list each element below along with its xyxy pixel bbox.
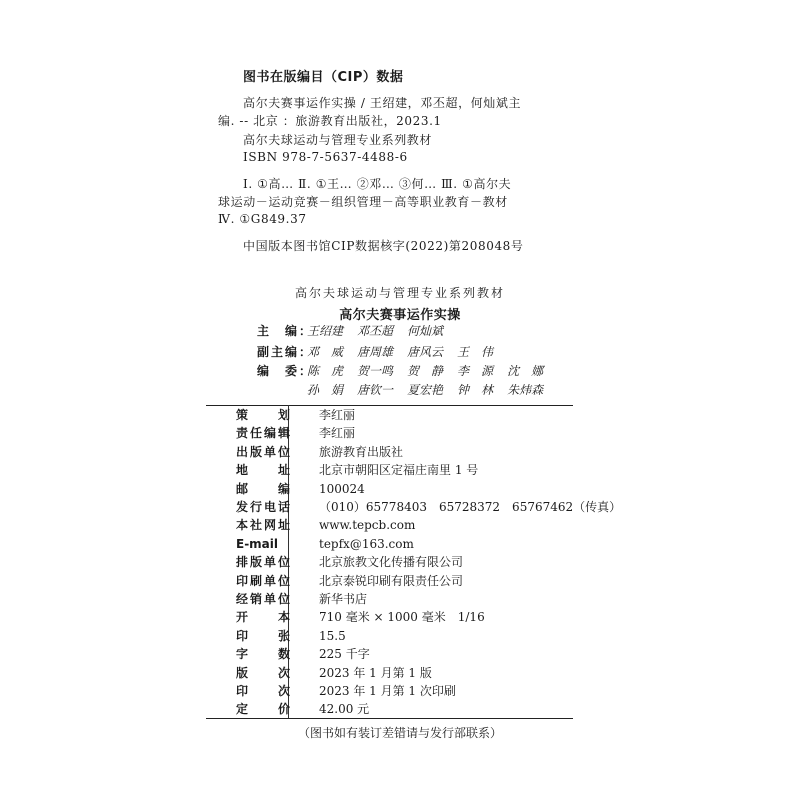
cip-title: 图书在版编目（CIP）数据 xyxy=(243,70,404,85)
editor-name: 王 伟 xyxy=(457,345,494,359)
editor-name: 朱炜森 xyxy=(507,383,544,397)
table-value: www.tepcb.com xyxy=(319,518,416,533)
cip-line-isbn: ISBN 978-7-5637-4488-6 xyxy=(243,150,408,164)
table-label: 字数 xyxy=(236,647,290,662)
table-label: 地址 xyxy=(236,463,290,478)
table-value: 100024 xyxy=(319,481,365,496)
table-label: 印刷单位 xyxy=(236,573,290,588)
footer-note: （图书如有装订差错请与发行部联系） xyxy=(297,726,502,740)
table-row xyxy=(206,590,573,609)
table-row xyxy=(206,682,573,701)
cip-line-title-authors: 高尔夫赛事运作实操 / 王绍建，邓丕超，何灿斌主 xyxy=(243,96,522,110)
table-value: 北京泰锐印刷有限责任公司 xyxy=(319,573,464,588)
table-label: 责任编辑 xyxy=(236,426,290,441)
table-value: 新华书店 xyxy=(319,592,368,606)
table-value: （010）65778403 65728372 65767462（传真） xyxy=(319,500,622,514)
table-row xyxy=(206,461,573,480)
table-value: tepfx@163.com xyxy=(319,536,414,551)
table-row xyxy=(206,700,573,719)
table-row xyxy=(206,480,573,499)
table-label: 本社网址 xyxy=(236,518,290,533)
table-label: 经销单位 xyxy=(236,592,290,606)
table-row xyxy=(206,535,573,554)
role-names-chief-editor xyxy=(307,322,457,339)
role-label-chief-editor: 主 编： xyxy=(257,324,314,338)
table-row xyxy=(206,572,573,591)
table-row xyxy=(206,664,573,683)
table-value: 李红丽 xyxy=(319,408,356,422)
role-label-deputy-editor: 副主编： xyxy=(257,345,314,359)
role-names-committee-2 xyxy=(307,381,557,398)
table-value: 2023 年 1 月第 1 版 xyxy=(319,665,432,680)
editor-name: 孙 娟 xyxy=(307,383,344,397)
editor-name: 唐风云 xyxy=(407,345,444,359)
table-label: 开本 xyxy=(236,610,290,625)
editor-name: 贺一鸣 xyxy=(357,364,394,378)
editor-name: 唐钦一 xyxy=(357,383,394,397)
table-row xyxy=(206,406,573,425)
table-label: 发行电话 xyxy=(236,500,290,514)
cip-line-classification-2: 球运动－运动竞赛－组织管理－高等职业教育－教材 xyxy=(218,195,508,209)
table-row xyxy=(206,516,573,535)
role-label-committee: 编 委： xyxy=(257,364,314,378)
table-row xyxy=(206,645,573,664)
cip-line-classification-1: Ⅰ. ①高… Ⅱ. ①王… ②邓… ③何… Ⅲ. ①高尔夫 xyxy=(243,177,512,191)
table-row xyxy=(206,627,573,646)
editor-name: 何灿斌 xyxy=(407,324,444,338)
table-label: 定价 xyxy=(236,702,290,717)
book-title: 高尔夫赛事运作实操 xyxy=(339,308,461,323)
series-title: 高尔夫球运动与管理专业系列教材 xyxy=(294,286,505,300)
table-value: 710 毫米 × 1000 毫米 1/16 xyxy=(319,610,485,625)
editor-name: 李 源 xyxy=(457,364,494,378)
table-row xyxy=(206,608,573,627)
cip-line-publisher: 编. -- 北京 ：旅游教育出版社，2023.1 xyxy=(218,114,442,128)
table-value: 15.5 xyxy=(319,628,346,643)
editor-name: 陈 虎 xyxy=(307,364,344,378)
table-row xyxy=(206,498,622,517)
table-value: 李红丽 xyxy=(319,426,356,441)
table-row xyxy=(206,553,573,572)
table-value: 42.00 元 xyxy=(319,702,370,717)
table-label: 印次 xyxy=(236,684,290,698)
cip-line-classification-3: Ⅳ. ①G849.37 xyxy=(218,212,307,226)
editor-name: 邓丕超 xyxy=(357,324,394,338)
table-value: 旅游教育出版社 xyxy=(319,444,404,459)
editor-name: 王绍建 xyxy=(307,324,344,338)
table-label: 排版单位 xyxy=(236,555,290,570)
table-row xyxy=(206,443,573,462)
table-value: 北京旅教文化传播有限公司 xyxy=(319,555,464,570)
cip-line-cip-number: 中国版本图书馆CIP数据核字(2022)第208048号 xyxy=(243,239,524,253)
table-label: E-mail xyxy=(236,536,279,551)
editor-name: 邓 威 xyxy=(307,345,344,359)
role-names-committee-1 xyxy=(307,362,557,379)
table-label: 印张 xyxy=(236,628,290,643)
editor-name: 贺 静 xyxy=(407,364,444,378)
editor-name: 夏宏艳 xyxy=(407,383,444,397)
cip-line-series: 高尔夫球运动与管理专业系列教材 xyxy=(243,133,433,147)
table-row xyxy=(206,424,573,443)
role-names-deputy-editor xyxy=(307,343,507,360)
table-value: 225 千字 xyxy=(319,647,370,662)
table-value: 北京市朝阳区定福庄南里 1 号 xyxy=(319,463,479,478)
table-value: 2023 年 1 月第 1 次印刷 xyxy=(319,684,456,698)
editor-name: 沈 娜 xyxy=(507,364,544,378)
table-label: 邮编 xyxy=(236,481,290,496)
editor-name: 钟 林 xyxy=(457,383,494,397)
table-label: 版次 xyxy=(236,665,290,680)
table-label: 策划 xyxy=(236,408,290,422)
editor-name: 唐周雄 xyxy=(357,345,394,359)
table-label: 出版单位 xyxy=(236,444,290,459)
